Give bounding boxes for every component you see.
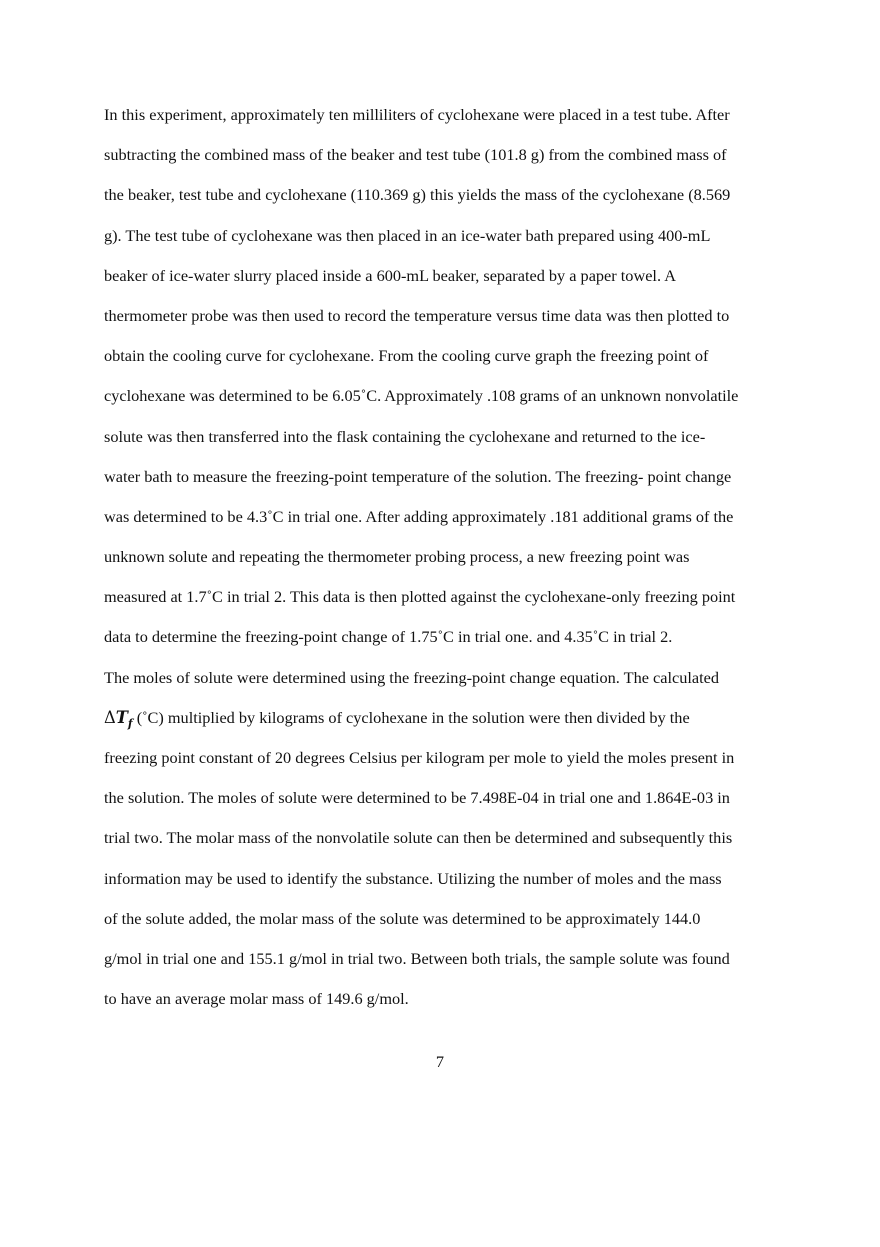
body-text — [104, 101, 784, 1025]
delta-t-f-symbol — [104, 707, 133, 730]
text-line-18: the solution. The moles of solute were determined to be 7.498E-04 in trial one and 1.864E-03 in — [104, 788, 730, 808]
text-line-16-rest: (˚C) multiplied by kilograms of cyclohexane in the solution were then divided by the — [132, 707, 690, 727]
text-line-4: g). The test tube of cyclohexane was then placed in an ice-water bath prepared using 400-mL — [104, 225, 711, 245]
text-line-9: solute was then transferred into the flask containing the cyclohexane and returned to the ice- — [104, 426, 706, 446]
text-line-17: freezing point constant of 20 degrees Celsius per kilogram per mole to yield the moles present in — [104, 748, 735, 767]
text-line-1: In this experiment, approximately ten milliliters of cyclohexane were placed in a test tube. After — [104, 105, 730, 124]
text-line-16 — [104, 704, 784, 744]
text-line-22: g/mol in trial one and 155.1 g/mol in trial two. Between both trials, the sample solute was found — [104, 948, 730, 968]
text-line-2: subtracting the combined mass of the beaker and test tube (101.8 g) from the combined mass of — [104, 145, 727, 165]
text-line-19: trial two. The molar mass of the nonvolatile solute can then be determined and subsequently this — [104, 828, 733, 848]
text-line-11: was determined to be 4.3˚C in trial one. After adding approximately .181 additional grams of the — [104, 506, 734, 526]
text-line-3: the beaker, test tube and cyclohexane (110.369 g) this yields the mass of the cyclohexane (8.569 — [104, 185, 731, 205]
t-symbol: T — [115, 707, 128, 727]
text-line-6: thermometer probe was then used to record the temperature versus time data was then plotted to — [104, 305, 730, 325]
text-line-21: of the solute added, the molar mass of the solute was determined to be approximately 144.0 — [104, 908, 701, 928]
text-line-23: to have an average molar mass of 149.6 g/mol. — [104, 989, 409, 1009]
text-line-14: data to determine the freezing-point change of 1.75˚C in trial one. and 4.35˚C in trial 2. — [104, 627, 673, 647]
text-line-15: The moles of solute were determined using the freezing-point change equation. The calculated — [104, 667, 719, 687]
text-line-5: beaker of ice-water slurry placed inside a 600-mL beaker, separated by a paper towel. A — [104, 265, 676, 285]
text-line-7: obtain the cooling curve for cyclohexane. From the cooling curve graph the freezing point of — [104, 346, 709, 366]
text-line-10: water bath to measure the freezing-point temperature of the solution. The freezing- point change — [104, 466, 732, 486]
page-number: 7 — [435, 1052, 445, 1071]
f-subscript: f — [127, 716, 133, 730]
text-line-8: cyclohexane was determined to be 6.05˚C. Approximately .108 grams of an unknown nonvolatile — [104, 386, 739, 406]
text-line-12: unknown solute and repeating the thermometer probing process, a new freezing point was — [104, 547, 690, 567]
text-line-13: measured at 1.7˚C in trial 2. This data is then plotted against the cyclohexane-only freezing point — [104, 587, 736, 607]
delta-symbol: Δ — [104, 707, 116, 727]
text-line-20: information may be used to identify the substance. Utilizing the number of moles and the mass — [104, 868, 722, 888]
